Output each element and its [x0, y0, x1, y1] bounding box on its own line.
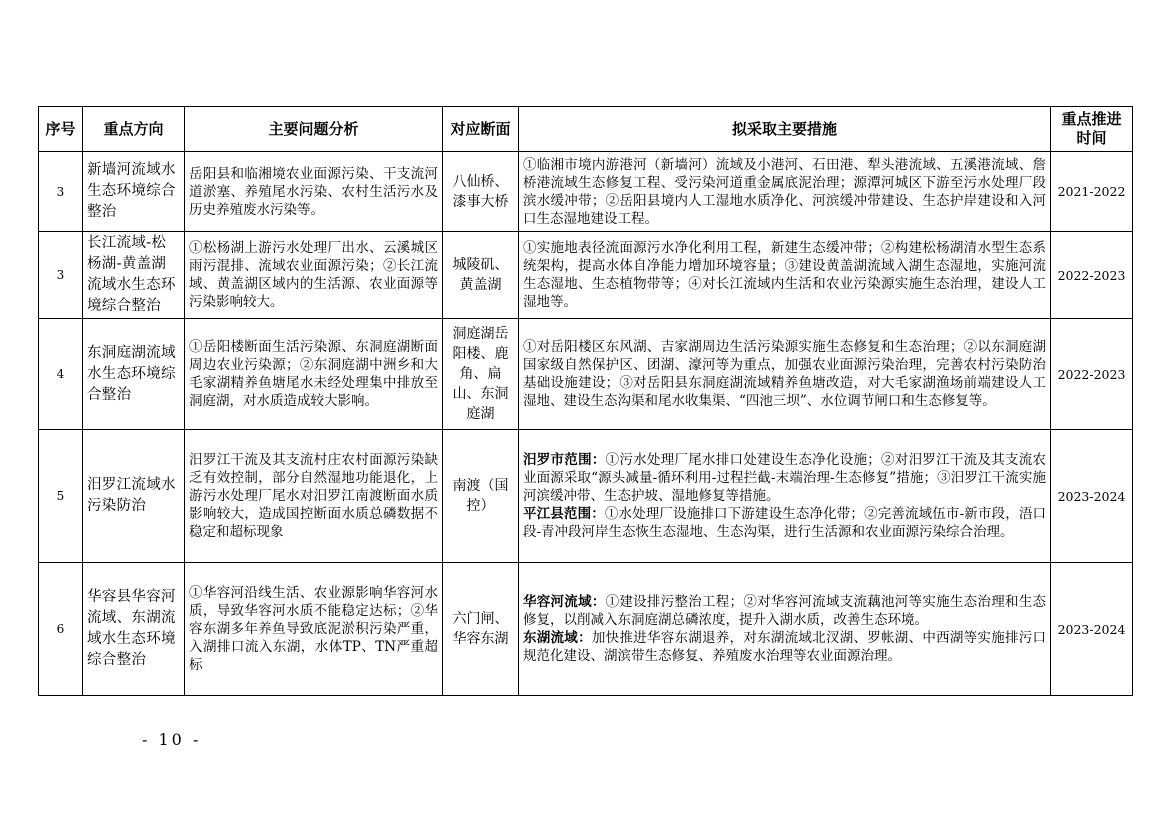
measure-text: ①建设排污整治工程；②对华容河流域支流藕池河等实施生态治理和生态修复，以削减入东洞庭湖总磷浓度，提升入湖水质，改善生态环境。 — [523, 594, 1047, 628]
measure-block — [523, 505, 1046, 541]
row-section: 洞庭湖岳阳楼、鹿角、扁山、东洞庭湖 — [443, 319, 519, 430]
row-direction: 东洞庭湖流域水生态环境综合整治 — [83, 319, 185, 430]
row-measures — [519, 563, 1051, 696]
row-section: 六门闸、华容东湖 — [443, 563, 519, 696]
table-row — [39, 232, 1133, 319]
header-direction: 重点方向 — [83, 107, 185, 152]
measure-scope-label: 东湖流域： — [523, 630, 592, 646]
row-measures — [519, 319, 1051, 430]
measure-text: ①临湘市境内游港河（新墙河）流域及小港河、石田港、犁头港流域、五溪港流域、詹桥港流域生态修复工程、受污染河道重金属底泥治理；源潭河城区下游至污水处理厂段滨水缓冲带；②岳阳县境内人工湿地水质净化、河滨缓冲带建设、生态护岸建设和入河口生态湿地建设工程。 — [523, 156, 1046, 227]
measure-block — [523, 451, 1046, 505]
row-section: 八仙桥、漆事大桥 — [443, 152, 519, 232]
row-problem: ①岳阳楼断面生活污染源、东洞庭湖断面周边农业污染源；②东洞庭湖中洲乡和大毛家湖精养鱼塘尾水未经处理集中排放至洞庭湖，对水质造成较大影响。 — [185, 319, 443, 430]
measure-text: ①水处理厂设施排口下游建设生态净化带；②完善流域伍市-新市段，浯口段-青冲段河岸生态恢生态湿地、生态沟渠，进行生活源和农业面源污染综合治理。 — [523, 506, 1046, 540]
row-serial: 5 — [39, 430, 83, 563]
row-serial: 3 — [39, 152, 83, 232]
measure-block — [523, 629, 1046, 665]
table-header-row — [39, 107, 1133, 152]
row-serial: 6 — [39, 563, 83, 696]
measure-scope-label: 平江县范围： — [523, 506, 605, 522]
row-direction: 华容县华容河流域、东湖流域水生态环境综合整治 — [83, 563, 185, 696]
row-time: 2022-2023 — [1051, 319, 1133, 430]
row-direction: 长江流域-松杨湖-黄盖湖流域水生态环境综合整治 — [83, 232, 185, 319]
row-measures — [519, 430, 1051, 563]
header-time: 重点推进时间 — [1051, 107, 1133, 152]
row-problem: ①华容河沿线生活、农业源影响华容河水质，导致华容河水质不能稳定达标；②华容东湖多年养鱼导致底泥淤积污染严重，入湖排口流入东湖，水体TP、TN严重超标 — [185, 563, 443, 696]
row-direction: 新墙河流域水生态环境综合整治 — [83, 152, 185, 232]
row-time: 2021-2022 — [1051, 152, 1133, 232]
row-problem: 岳阳县和临湘境农业面源污染、干支流河道淤塞、养殖尾水污染、农村生活污水及历史养殖废水污染等。 — [185, 152, 443, 232]
page-number: - 10 - — [142, 730, 202, 749]
row-time: 2023-2024 — [1051, 563, 1133, 696]
row-measures — [519, 232, 1051, 319]
table-row — [39, 319, 1133, 430]
table-row — [39, 152, 1133, 232]
row-time: 2022-2023 — [1051, 232, 1133, 319]
header-section: 对应断面 — [443, 107, 519, 152]
header-serial: 序号 — [39, 107, 83, 152]
measure-block — [523, 593, 1046, 629]
row-section: 南渡（国控） — [443, 430, 519, 563]
row-direction: 汨罗江流域水污染防治 — [83, 430, 185, 563]
measure-text: 加快推进华容东湖退养，对东湖流域北汊湖、罗帐湖、中西湖等实施排污口规范化建设、湖滨带生态修复、养殖废水治理等农业面源治理。 — [523, 630, 1047, 664]
row-serial: 3 — [39, 232, 83, 319]
measure-text: ①污水处理厂尾水排口处建设生态净化设施；②对汨罗江干流及其支流农业面源采取“源头减量-循环利用-过程拦截-末端治理-生态修复”措施；③汨罗江干流实施河滨缓冲带、生态护坡、湿地修复等措施。 — [523, 452, 1047, 504]
measure-text: ①实施地表径流面源污水净化利用工程，新建生态缓冲带；②构建松杨湖清水型生态系统架构，提高水体自净能力增加环境容量；③建设黄盖湖流域入湖生态湿地，实施河流生态湿地、生态植物带等；④对长江流域内生活和农业污染源实施生态治理，建设人工湿地等。 — [523, 240, 1046, 310]
header-problem: 主要问题分析 — [185, 107, 443, 152]
row-time: 2023-2024 — [1051, 430, 1133, 563]
measures-table — [38, 106, 1133, 696]
row-serial: 4 — [39, 319, 83, 430]
measure-text: ①对岳阳楼区东风湖、吉家湖周边生活污染源实施生态修复和生态治理；②以东洞庭湖国家级自然保护区、团湖、濠河等为重点，加强农业面源污染治理，完善农村污染防治基础设施建设；③对岳阳县东洞庭湖流域精养鱼塘改造，对大毛家湖渔场前端建设人工湿地、建设生态沟渠和尾水收集渠、“四池三坝”、水位调节闸口和生态修复等。 — [523, 339, 1046, 409]
row-section: 城陵矶、黄盖湖 — [443, 232, 519, 319]
measure-scope-label: 华容河流域： — [523, 594, 606, 610]
table-row — [39, 563, 1133, 696]
row-problem: ①松杨湖上游污水处理厂出水、云溪城区雨污混排、流域农业面源污染；②长江流域、黄盖湖区域内的生活源、农业面源等污染影响较大。 — [185, 232, 443, 319]
header-measures: 拟采取主要措施 — [519, 107, 1051, 152]
row-measures — [519, 152, 1051, 232]
table-row — [39, 430, 1133, 563]
measure-scope-label: 汨罗市范围： — [523, 452, 606, 468]
row-problem: 汨罗江干流及其支流村庄农村面源污染缺乏有效控制，部分自然湿地功能退化，上游污水处理厂尾水对汨罗江南渡断面水质影响较大，造成国控断面水质总磷数据不稳定和超标现象 — [185, 430, 443, 563]
